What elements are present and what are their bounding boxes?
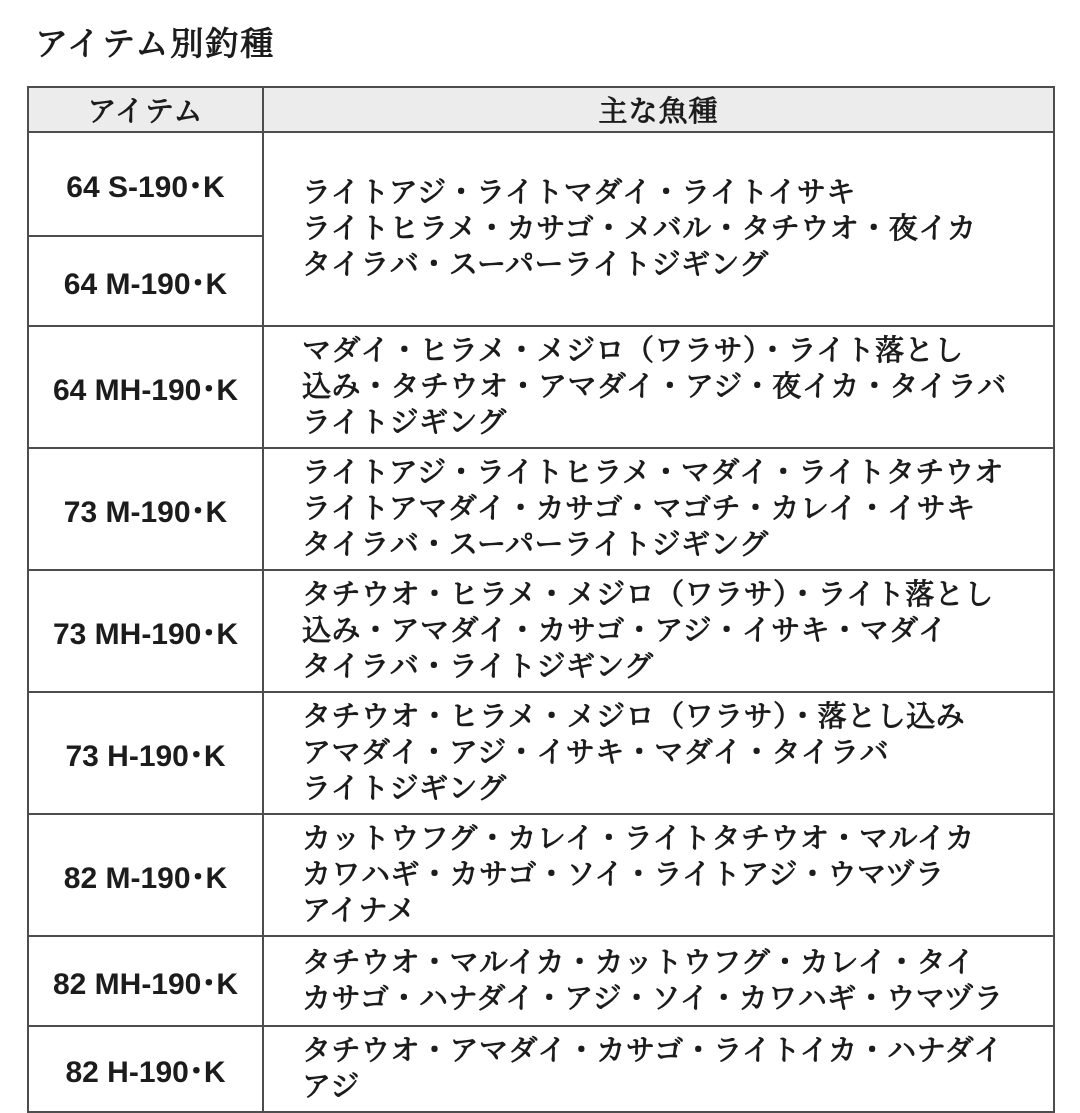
item-cell-64s: 64 S-190･K [28, 132, 263, 236]
header-species: 主な魚種 [263, 87, 1054, 132]
item-cell-82m: 82 M-190･K [28, 814, 263, 936]
species-line: マダイ・ヒラメ・メジロ（ワラサ）・ライト落とし [302, 335, 964, 367]
item-species-table [27, 86, 1055, 1113]
species-line: ライトアジ・ライトヒラメ・マダイ・ライトタチウオ [302, 457, 1004, 489]
table-row [28, 814, 1054, 936]
species-cell-64mh [263, 326, 1054, 448]
item-cell-82h: 82 H-190･K [28, 1026, 263, 1112]
item-cell-73mh: 73 MH-190･K [28, 570, 263, 692]
item-cell-64m: 64 M-190･K [28, 236, 263, 326]
table-row [28, 936, 1054, 1026]
species-cell-73h [263, 692, 1054, 814]
species-cell-82m [263, 814, 1054, 936]
species-line: カサゴ・ハナダイ・アジ・ソイ・カワハギ・ウマヅラ [302, 983, 1004, 1015]
species-cell-73m [263, 448, 1054, 570]
table-row [28, 448, 1054, 570]
species-line: タイラバ・スーパーライトジギング [302, 249, 769, 281]
species-line: ライトジギング [302, 773, 507, 805]
species-line: タチウオ・マルイカ・カットウフグ・カレイ・タイ [302, 947, 975, 979]
species-line: 込み・アマダイ・カサゴ・アジ・イサキ・マダイ [302, 615, 948, 647]
page-title: アイテム別釣種 [35, 25, 276, 62]
species-line: ライトアマダイ・カサゴ・マゴチ・カレイ・イサキ [302, 493, 976, 525]
species-line: アマダイ・アジ・イサキ・マダイ・タイラバ [302, 737, 890, 769]
species-line: タイラバ・スーパーライトジギング [302, 529, 769, 561]
table-row [28, 570, 1054, 692]
species-line: カットウフグ・カレイ・ライトタチウオ・マルイカ [302, 823, 975, 855]
header-item: アイテム [28, 87, 263, 132]
species-line: アジ [302, 1071, 360, 1103]
species-line: ライトアジ・ライトマダイ・ライトイサキ [302, 177, 856, 209]
species-cell-73mh [263, 570, 1054, 692]
table-row [28, 692, 1054, 814]
item-cell-73m: 73 M-190･K [28, 448, 263, 570]
species-line: タチウオ・アマダイ・カサゴ・ライトイカ・ハナダイ [302, 1035, 1004, 1067]
species-line: タチウオ・ヒラメ・メジロ（ワラサ）・落とし込み [302, 701, 966, 733]
species-cell-64s-64m [263, 132, 1054, 326]
table-row [28, 132, 1054, 236]
item-cell-64mh: 64 MH-190･K [28, 326, 263, 448]
table-row [28, 326, 1054, 448]
species-line: 込み・タチウオ・アマダイ・アジ・夜イカ・タイラバ [302, 371, 1007, 403]
item-cell-82mh: 82 MH-190･K [28, 936, 263, 1026]
table-header-row [28, 87, 1054, 132]
species-line: タチウオ・ヒラメ・メジロ（ワラサ）・ライト落とし [302, 579, 994, 611]
species-line: ライトジギング [302, 407, 507, 439]
species-line: カワハギ・カサゴ・ソイ・ライトアジ・ウマヅラ [302, 859, 945, 891]
species-cell-82h [263, 1026, 1054, 1112]
item-cell-73h: 73 H-190･K [28, 692, 263, 814]
species-line: アイナメ [302, 895, 417, 927]
species-cell-82mh [263, 936, 1054, 1026]
species-line: ライトヒラメ・カサゴ・メバル・タチウオ・夜イカ [302, 213, 977, 245]
species-line: タイラバ・ライトジギング [302, 651, 654, 683]
table-row [28, 1026, 1054, 1112]
